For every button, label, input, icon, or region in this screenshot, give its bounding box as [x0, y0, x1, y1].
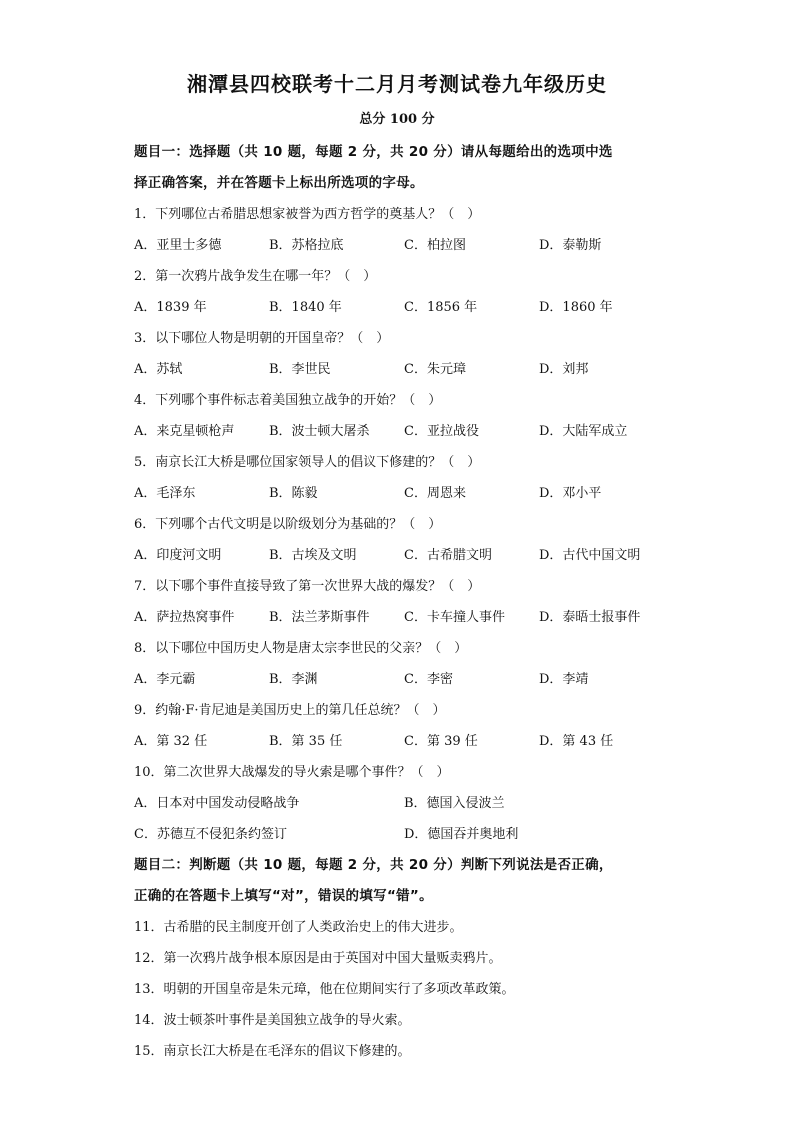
question-10	[134, 757, 674, 850]
statement-15: 15．南京长江大桥是在毛泽东的倡议下修建的。	[134, 1044, 411, 1059]
option-b: B．德国入侵波兰	[404, 796, 505, 811]
option-c: C．李密	[404, 672, 453, 687]
option-d: D．德国吞并奥地利	[404, 827, 519, 842]
option-b: B．苏格拉底	[269, 238, 344, 253]
statement-12: 12．第一次鸦片战争根本原因是由于英国对中国大量贩卖鸦片。	[134, 951, 502, 966]
option-c: C．周恩来	[404, 486, 466, 501]
question-2	[134, 261, 674, 323]
option-a: A．亚里士多德	[134, 238, 222, 253]
option-d: D．大陆军成立	[539, 424, 628, 439]
option-b: B．1840 年	[269, 300, 342, 315]
option-d: D．泰晤士报事件	[539, 610, 641, 625]
option-c: C．柏拉图	[404, 238, 466, 253]
exam-content	[134, 137, 674, 1067]
option-b: B．李世民	[269, 362, 331, 377]
option-b: B．第 35 任	[269, 734, 343, 749]
options-row	[134, 230, 674, 261]
statement-11: 11．古希腊的民主制度开创了人类政治史上的伟大进步。	[134, 920, 463, 935]
section-2-heading	[134, 850, 674, 912]
question-5	[134, 447, 674, 509]
page-title: 湘潭县四校联考十二月月考测试卷九年级历史	[187, 72, 607, 96]
question-7	[134, 571, 674, 633]
option-b: B．陈毅	[269, 486, 318, 501]
option-a: A．来克星顿枪声	[134, 424, 235, 439]
options-row	[134, 788, 674, 819]
option-a: A．毛泽东	[134, 486, 196, 501]
option-b: B．李渊	[269, 672, 318, 687]
question-text: 5．南京长江大桥是哪位国家领导人的倡议下修建的？（ ）	[134, 455, 481, 470]
option-a: A．李元霸	[134, 672, 196, 687]
option-a: A．1839 年	[134, 300, 207, 315]
section-2-heading-line: 正确的在答题卡上填写“对”，错误的填写“错”。	[134, 888, 433, 904]
option-d: D．邓小平	[539, 486, 602, 501]
options-row	[134, 602, 674, 633]
option-c: C．卡车撞人事件	[404, 610, 505, 625]
question-text: 4．下列哪个事件标志着美国独立战争的开始？（ ）	[134, 393, 442, 408]
option-a: A．日本对中国发动侵略战争	[134, 796, 300, 811]
option-c: C．朱元璋	[404, 362, 466, 377]
option-d: D．第 43 任	[539, 734, 614, 749]
question-text: 6．下列哪个古代文明是以阶级划分为基础的？（ ）	[134, 517, 442, 532]
section-1-heading	[134, 137, 674, 199]
option-c: C．苏德互不侵犯条约签订	[134, 827, 287, 842]
total-score: 总分 100 分	[359, 112, 435, 127]
statement-13: 13．明朝的开国皇帝是朱元璋，他在位期间实行了多项改革政策。	[134, 982, 515, 997]
question-6	[134, 509, 674, 571]
question-text: 7．以下哪个事件直接导致了第一次世界大战的爆发？（ ）	[134, 579, 481, 594]
options-row	[134, 354, 674, 385]
option-a: A．苏轼	[134, 362, 183, 377]
options-row	[134, 726, 674, 757]
options-row	[134, 664, 674, 695]
option-d: D．李靖	[539, 672, 589, 687]
question-3	[134, 323, 674, 385]
options-row	[134, 292, 674, 323]
option-a: A．印度河文明	[134, 548, 222, 563]
question-text: 8．以下哪位中国历史人物是唐太宗李世民的父亲？（ ）	[134, 641, 468, 656]
options-row	[134, 540, 674, 571]
option-d: D．刘邦	[539, 362, 589, 377]
option-b: B．古埃及文明	[269, 548, 357, 563]
question-text: 1．下列哪位古希腊思想家被誉为西方哲学的奠基人？（ ）	[134, 207, 481, 222]
question-text: 3．以下哪位人物是明朝的开国皇帝？（ ）	[134, 331, 390, 346]
question-1	[134, 199, 674, 261]
statement-14: 14．波士顿茶叶事件是美国独立战争的导火索。	[134, 1013, 411, 1028]
option-c: C．1856 年	[404, 300, 478, 315]
question-8	[134, 633, 674, 695]
options-row	[134, 819, 674, 850]
options-row	[134, 478, 674, 509]
option-b: B．波士顿大屠杀	[269, 424, 370, 439]
option-d: D．古代中国文明	[539, 548, 641, 563]
option-a: A．第 32 任	[134, 734, 208, 749]
question-text: 10．第二次世界大战爆发的导火索是哪个事件？（ ）	[134, 765, 450, 780]
option-d: D．泰勒斯	[539, 238, 602, 253]
option-c: C．古希腊文明	[404, 548, 492, 563]
options-row	[134, 416, 674, 447]
question-text: 9．约翰·F·肯尼迪是美国历史上的第几任总统？（ ）	[134, 703, 446, 718]
section-1-heading-line: 题目一：选择题（共 10 题，每题 2 分，共 20 分）请从每题给出的选项中选	[134, 144, 613, 160]
option-b: B．法兰茅斯事件	[269, 610, 370, 625]
option-c: C．亚拉战役	[404, 424, 479, 439]
section-2-heading-line: 题目二：判断题（共 10 题，每题 2 分，共 20 分）判断下列说法是否正确，	[134, 857, 613, 873]
section-1-heading-line: 择正确答案，并在答题卡上标出所选项的字母。	[134, 175, 424, 191]
option-c: C．第 39 任	[404, 734, 478, 749]
option-a: A．萨拉热窝事件	[134, 610, 235, 625]
question-4	[134, 385, 674, 447]
question-9	[134, 695, 674, 757]
question-text: 2．第一次鸦片战争发生在哪一年？（ ）	[134, 269, 377, 284]
option-d: D．1860 年	[539, 300, 613, 315]
